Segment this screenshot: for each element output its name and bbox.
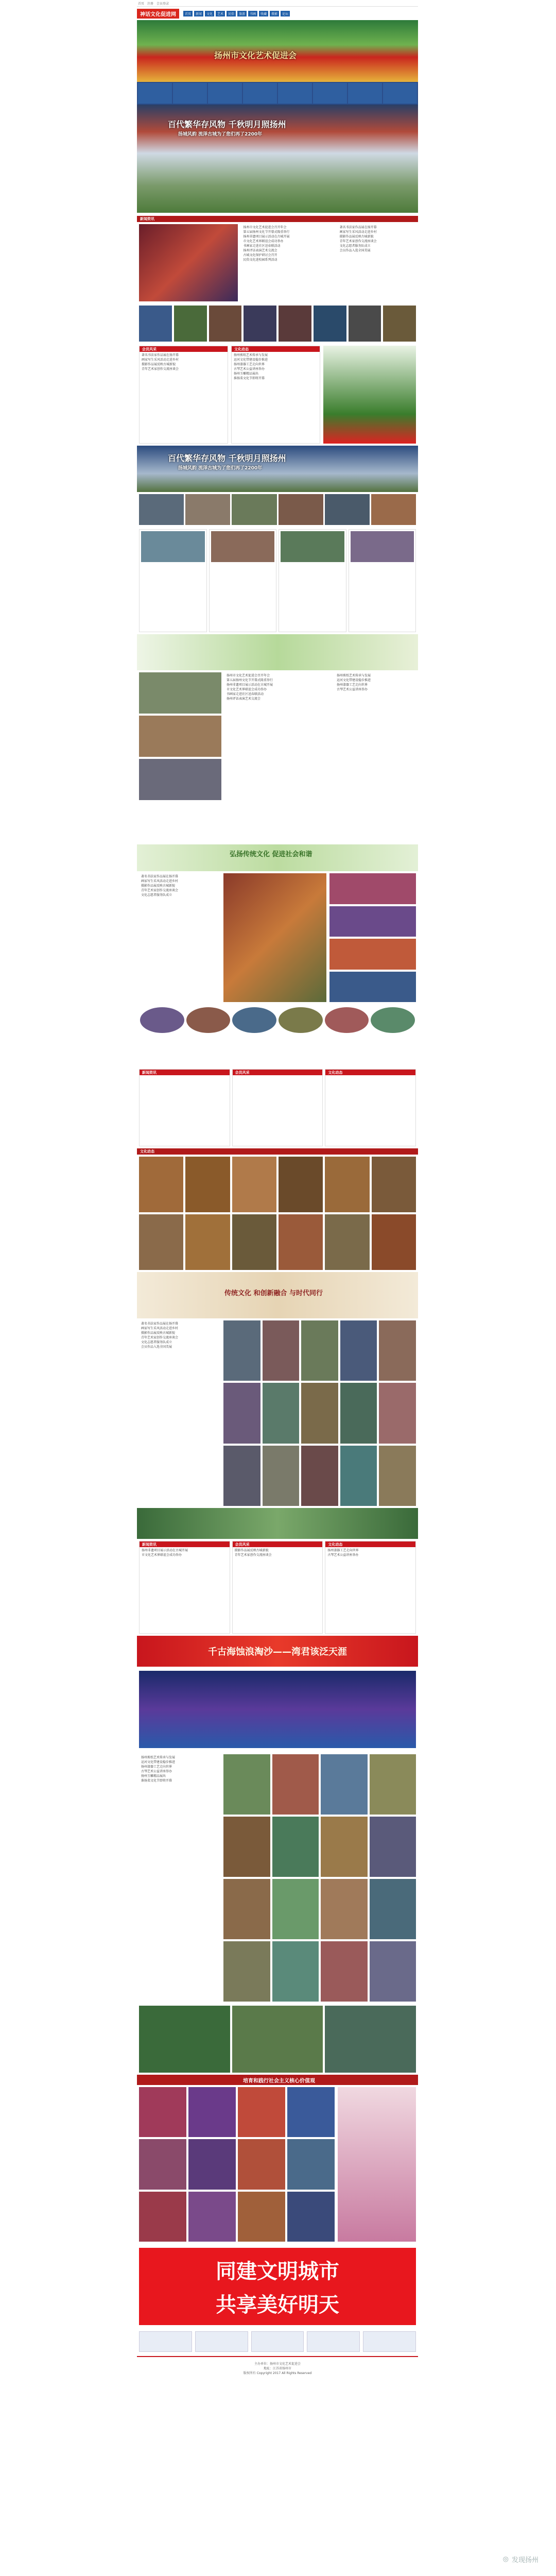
performance-grid: [139, 2087, 335, 2242]
gallery-image[interactable]: [139, 1157, 183, 1212]
performance-photo[interactable]: [287, 2087, 335, 2137]
list-block: [139, 346, 228, 444]
column-block: [232, 1541, 323, 1634]
news-bar-title: 新闻资讯: [140, 217, 154, 221]
person-photo[interactable]: [340, 1446, 377, 1506]
nav-item[interactable]: 旅游: [237, 11, 247, 16]
list-item[interactable]: 会员作品入选全国美展: [141, 1345, 172, 1349]
nav-item[interactable]: 民俗: [227, 11, 236, 16]
list-item[interactable]: 扬州漆器工艺走向世界: [141, 1765, 172, 1769]
list-item[interactable]: 市文化艺术界联谊会成功举办: [227, 688, 267, 691]
person-photo[interactable]: [340, 1383, 377, 1443]
column-block: [139, 1541, 230, 1634]
home-link[interactable]: 首页: [138, 2, 145, 6]
footer-line: 地址：江苏省扬州市: [263, 2367, 291, 2370]
list-item[interactable]: 书画家走进社区送春联活动: [243, 244, 281, 248]
gallery-image[interactable]: [372, 1214, 416, 1270]
info-column: [209, 529, 277, 632]
watermark: [503, 2554, 538, 2564]
association-logo-panel[interactable]: [323, 346, 416, 444]
partner-logo[interactable]: [195, 2331, 248, 2352]
list-item[interactable]: 古城文化保护研讨会召开: [243, 253, 277, 257]
list-item[interactable]: 扬州市文化艺术促进会召开年会: [243, 226, 287, 229]
list-item[interactable]: 扬州非遗项目展示活动在古城开展: [243, 235, 290, 239]
nav-item[interactable]: 艺术: [216, 11, 225, 16]
column-block: [139, 1069, 230, 1146]
scenic-banner-2: [137, 446, 418, 492]
list-item[interactable]: 著名书法家作品展在扬开幕: [141, 875, 179, 878]
food-gallery: [137, 1155, 418, 1272]
feature-news: [137, 670, 418, 844]
gallery-image[interactable]: [232, 1214, 276, 1270]
gallery-image[interactable]: [325, 1214, 369, 1270]
list-item[interactable]: 青年艺术家创作交流座谈会: [141, 889, 179, 892]
scenic-banner-subtitle: 扬城风韵 流泽古城为了您们再了2200年: [178, 132, 263, 137]
list-item[interactable]: 画家写生采风活动走进乡村: [339, 230, 377, 234]
news-list: [241, 224, 334, 301]
list-item[interactable]: 文化志愿者服务队成立: [141, 1341, 172, 1344]
person-photo[interactable]: [223, 1446, 260, 1506]
circle-thumb[interactable]: [140, 1007, 184, 1033]
feature-image[interactable]: [139, 759, 221, 800]
block-title: 会员风采: [140, 346, 228, 352]
travel-photo[interactable]: [223, 1817, 270, 1877]
list-item[interactable]: 扬州剪纸艺术传承与发展: [337, 674, 371, 677]
column-image[interactable]: [211, 531, 275, 562]
info-columns: [137, 527, 418, 634]
travel-photo[interactable]: [321, 1879, 368, 1939]
list-item[interactable]: 淮扬菜文化节即将开幕: [141, 1779, 172, 1783]
list-item[interactable]: 扬州剪纸艺术传承与发展: [141, 1756, 176, 1759]
travel-photo[interactable]: [370, 1879, 416, 1939]
travel-photo[interactable]: [272, 1879, 319, 1939]
travel-photo[interactable]: [321, 1754, 368, 1815]
scenic-banner: [137, 105, 418, 213]
gallery-image[interactable]: [279, 1214, 323, 1270]
portrait-image[interactable]: [314, 306, 346, 342]
garden-photo[interactable]: [232, 2006, 323, 2073]
person-photo[interactable]: [301, 1383, 338, 1443]
photo-thumb[interactable]: [232, 494, 276, 525]
partner-logo[interactable]: [139, 2331, 192, 2352]
list-item[interactable]: 扬州评话表演艺术交流会: [227, 697, 261, 701]
feature-list: [224, 672, 332, 842]
media-section: [137, 871, 418, 1004]
sea-banner-title: 千古海蚀浪淘沙——湾君该泛天涯: [208, 1647, 347, 1657]
footer-line: 版权所有 Copyright 2017 All Rights Reserved: [243, 2371, 312, 2375]
list-item[interactable]: 古琴艺术公益讲座举办: [337, 688, 368, 691]
column-block: [325, 1069, 416, 1146]
block-title: 新闻资讯: [140, 1070, 230, 1075]
media-featured-image[interactable]: [223, 873, 326, 1002]
city-night-image[interactable]: [139, 1671, 416, 1748]
garden-photo[interactable]: [325, 2006, 416, 2073]
travel-section: [137, 1752, 418, 2004]
site-logo[interactable]: 神话文化促进网: [137, 9, 179, 19]
circle-thumb[interactable]: [186, 1007, 231, 1033]
person-photo[interactable]: [301, 1320, 338, 1381]
category-cell[interactable]: [208, 83, 242, 104]
core-values-title: 培育和践行社会主义核心价值观: [243, 2078, 315, 2084]
portrait-row: [137, 303, 418, 344]
top-bar: [137, 0, 418, 7]
list-item[interactable]: 文化志愿者服务队成立: [339, 244, 371, 248]
people-section: [137, 1318, 418, 1508]
list-item[interactable]: 画家写生采风活动走进乡村: [142, 358, 179, 362]
travel-photo[interactable]: [223, 1754, 270, 1815]
lower-columns: [137, 1539, 418, 1636]
travel-photo[interactable]: [272, 1754, 319, 1815]
list-item[interactable]: 青年艺术家创作交流座谈会: [142, 367, 179, 371]
list-item[interactable]: 青年艺术家创作交流座谈会: [234, 1553, 272, 1557]
performance-photo[interactable]: [188, 2139, 236, 2189]
top-nav: [183, 11, 290, 16]
circle-thumb[interactable]: [371, 1007, 415, 1033]
portrait-image[interactable]: [209, 306, 242, 342]
news-block: [137, 222, 418, 303]
nav-item[interactable]: 首页: [183, 11, 193, 16]
civilization-line-2: 共享美好明天: [216, 2293, 339, 2317]
photo-thumb[interactable]: [139, 494, 184, 525]
green-slogan-banner: [137, 844, 418, 871]
travel-photo[interactable]: [370, 1941, 416, 2002]
media-thumbs: [329, 873, 416, 1002]
performance-photo[interactable]: [238, 2192, 285, 2242]
tradition-slogan: 传统文化 和创新融合 与时代同行: [224, 1290, 323, 1297]
portrait-image[interactable]: [383, 306, 416, 342]
list-item[interactable]: 第五届扬州文化节开幕式隆重举行: [227, 679, 273, 682]
nav-item[interactable]: 文化: [205, 11, 214, 16]
list-item[interactable]: 著名书法家作品展在扬开幕: [142, 353, 179, 357]
list-item[interactable]: 运河文化带建设稳步推进: [234, 358, 268, 362]
info-column: [279, 529, 346, 632]
list-item[interactable]: 扬州玉雕精品展出: [141, 1774, 166, 1778]
performance-photo[interactable]: [287, 2192, 335, 2242]
list-item[interactable]: 著名书法家作品展在扬开幕: [141, 1322, 179, 1326]
people-list: [139, 1320, 220, 1506]
list-item[interactable]: 书画家走进社区送春联活动: [227, 692, 264, 696]
scenic-banner-2-subtitle: 扬城风韵 流泽古城为了您们再了2200年: [178, 466, 263, 471]
list-item[interactable]: 扬州非遗项目展示活动在古城开展: [227, 683, 273, 687]
travel-list: [139, 1754, 220, 2002]
people-grid: [223, 1320, 416, 1506]
circle-thumb[interactable]: [232, 1007, 276, 1033]
list-item[interactable]: 摄影作品展反映古城新貌: [141, 884, 176, 888]
column-image[interactable]: [281, 531, 344, 562]
list-item[interactable]: 扬州市文化艺术促进会召开年会: [227, 674, 270, 677]
portrait-image[interactable]: [174, 306, 207, 342]
footer-line: 主办单位：扬州市文化艺术促进会: [254, 2362, 301, 2366]
performance-photo[interactable]: [139, 2192, 186, 2242]
scenic-banner-2-title: 百代繁华存风物 千秋明月照扬州: [168, 453, 286, 463]
partner-logo[interactable]: [307, 2331, 360, 2352]
portrait-image[interactable]: [139, 306, 172, 342]
performance-photo[interactable]: [238, 2087, 285, 2137]
info-column: [139, 529, 207, 632]
performance-photo[interactable]: [287, 2139, 335, 2189]
performance-section: [137, 2085, 418, 2244]
person-photo[interactable]: [223, 1383, 260, 1443]
list-item[interactable]: 摄影作品展反映古城新貌: [339, 235, 374, 239]
list-item[interactable]: 扬州漆器工艺走向世界: [327, 1549, 359, 1552]
logo-row: [137, 7, 418, 20]
garden-photo[interactable]: [139, 2006, 230, 2073]
core-values-bar: [137, 2075, 418, 2085]
category-cell[interactable]: [138, 83, 172, 104]
list-item[interactable]: 民俗文化进校园系列活动: [243, 258, 277, 262]
nav-item[interactable]: 书画: [248, 11, 257, 16]
circle-gallery: [137, 1004, 418, 1067]
list-item[interactable]: 摄影作品展反映古城新貌: [142, 363, 176, 366]
info-column: [349, 529, 416, 632]
category-cell[interactable]: [278, 83, 312, 104]
partner-logo[interactable]: [363, 2331, 416, 2352]
page: [137, 0, 418, 2566]
news-featured-image[interactable]: [139, 224, 238, 301]
gallery-image[interactable]: [185, 1157, 230, 1212]
list-item[interactable]: 运河文化带建设稳步推进: [141, 1760, 176, 1764]
person-photo[interactable]: [263, 1383, 300, 1443]
association-banner-title: 扬州市文化艺术促进会: [214, 50, 297, 60]
portrait-image[interactable]: [244, 306, 276, 342]
category-cell[interactable]: [243, 83, 277, 104]
wechat-icon: ◎: [502, 2555, 509, 2563]
person-photo[interactable]: [379, 1446, 416, 1506]
travel-photo[interactable]: [223, 1879, 270, 1939]
list-item[interactable]: 古琴艺术公益讲座举办: [141, 1770, 172, 1773]
person-photo[interactable]: [223, 1320, 260, 1381]
photo-thumb[interactable]: [185, 494, 230, 525]
scenic-banner-title: 百代繁华存风物 千秋明月照扬州: [168, 120, 286, 129]
list-item[interactable]: 著名书法家作品展在扬开幕: [339, 226, 377, 229]
side-list: [338, 224, 416, 301]
category-cell[interactable]: [313, 83, 347, 104]
list-item[interactable]: 古琴艺术公益讲座举办: [327, 1553, 359, 1557]
block-title: 会员风采: [233, 1541, 323, 1547]
media-thumb[interactable]: [329, 873, 416, 904]
list-block: [231, 346, 320, 444]
green-slogan: 弘扬传统文化 促进社会和谐: [230, 851, 312, 858]
garden-gallery: [137, 2004, 418, 2075]
feature-side-list: [335, 672, 416, 842]
list-blocks: [137, 344, 418, 446]
photo-strip: [137, 492, 418, 527]
person-photo[interactable]: [340, 1320, 377, 1381]
list-item[interactable]: 古琴艺术公益讲座举办: [234, 367, 265, 371]
performance-photo[interactable]: [188, 2087, 236, 2137]
landscape-banner: [137, 1508, 418, 1539]
gallery-image[interactable]: [279, 1157, 323, 1212]
civilization-banner: [139, 2248, 416, 2325]
list-item[interactable]: 扬州漆器工艺走向世界: [234, 363, 265, 366]
travel-photo[interactable]: [370, 1754, 416, 1815]
travel-grid: [223, 1754, 416, 2002]
nav-item[interactable]: 新闻: [194, 11, 203, 16]
gallery-image[interactable]: [139, 1214, 183, 1270]
feature-left: [139, 672, 221, 842]
watermark-text: 发现扬州: [511, 2556, 538, 2564]
column-block: [232, 1069, 323, 1146]
list-item[interactable]: 扬州漆器工艺走向世界: [337, 683, 368, 687]
triple-columns: [137, 1067, 418, 1148]
tradition-banner: [137, 1272, 418, 1318]
person-photo[interactable]: [379, 1320, 416, 1381]
category-cell[interactable]: [173, 83, 207, 104]
travel-photo[interactable]: [272, 1817, 319, 1877]
photo-thumb[interactable]: [371, 494, 416, 525]
block-title: 文化动态: [325, 1070, 415, 1075]
list-item[interactable]: 青年艺术家创作交流座谈会: [141, 1336, 179, 1340]
travel-photo[interactable]: [321, 1941, 368, 2002]
partner-logos: [137, 2329, 418, 2354]
category-cell[interactable]: [383, 83, 417, 104]
travel-photo[interactable]: [223, 1941, 270, 2002]
gallery-image[interactable]: [185, 1214, 230, 1270]
gallery-image[interactable]: [232, 1157, 276, 1212]
list-item[interactable]: 扬州玉雕精品展出: [234, 372, 259, 376]
performance-photo[interactable]: [139, 2087, 186, 2137]
block-title: 文化动态: [325, 1541, 415, 1547]
partner-logo[interactable]: [251, 2331, 304, 2352]
gallery-image[interactable]: [372, 1157, 416, 1212]
travel-photo[interactable]: [272, 1941, 319, 2002]
person-photo[interactable]: [379, 1383, 416, 1443]
media-thumb[interactable]: [329, 972, 416, 1003]
header-banner: [137, 20, 418, 82]
register-link[interactable]: 注册: [147, 2, 154, 6]
feature-image[interactable]: [139, 716, 221, 757]
list-item[interactable]: 摄影作品展反映古城新貌: [234, 1549, 269, 1552]
gallery-bar-title: 文化动态: [140, 1149, 154, 1154]
list-item[interactable]: 第五届扬州文化节开幕式隆重举行: [243, 230, 290, 234]
list-item[interactable]: 摄影作品展反映古城新貌: [141, 1331, 176, 1335]
list-item[interactable]: 画家写生采风活动走进乡村: [141, 1327, 179, 1330]
news-bar: [137, 216, 418, 222]
feature-image[interactable]: [139, 672, 221, 714]
footer: [137, 2356, 418, 2379]
media-thumb[interactable]: [329, 939, 416, 970]
gallery-image[interactable]: [325, 1157, 369, 1212]
list-item[interactable]: 运河文化带建设稳步推进: [337, 679, 371, 682]
photo-thumb[interactable]: [325, 494, 370, 525]
portrait-image[interactable]: [349, 306, 381, 342]
person-photo[interactable]: [301, 1446, 338, 1506]
block-title: 文化动态: [232, 346, 320, 352]
list-item[interactable]: 会员作品入选全国美展: [339, 249, 371, 252]
list-item[interactable]: 青年艺术家创作交流座谈会: [339, 240, 377, 243]
circle-thumb[interactable]: [279, 1007, 323, 1033]
nav-item[interactable]: 收藏: [259, 11, 268, 16]
nav-item[interactable]: 摄影: [270, 11, 279, 16]
nav-item[interactable]: 论坛: [281, 11, 290, 16]
list-item[interactable]: 扬州评话表演艺术交流会: [243, 249, 277, 252]
gallery-bar: [137, 1148, 418, 1155]
column-image[interactable]: [351, 531, 414, 562]
media-list: [139, 873, 220, 1002]
performance-photo[interactable]: [238, 2139, 285, 2189]
category-grid: [137, 82, 418, 105]
list-item[interactable]: 淮扬菜文化节即将开幕: [234, 377, 265, 380]
performance-featured[interactable]: [338, 2087, 416, 2242]
list-item[interactable]: 市文化艺术界联谊会成功举办: [142, 1553, 182, 1557]
list-item[interactable]: 文化志愿者服务队成立: [141, 893, 172, 897]
list-item[interactable]: 画家写生采风活动走进乡村: [141, 879, 179, 883]
block-title: 会员风采: [233, 1070, 323, 1075]
block-title: 新闻资讯: [140, 1541, 230, 1547]
circle-thumb[interactable]: [325, 1007, 369, 1033]
column-block: [325, 1541, 416, 1634]
performance-photo[interactable]: [139, 2139, 186, 2189]
column-image[interactable]: [141, 531, 205, 562]
login-link[interactable]: 会员登录: [157, 2, 169, 6]
calligraphy-banner: [137, 634, 418, 670]
list-item[interactable]: 市文化艺术界联谊会成功举办: [243, 240, 284, 243]
person-photo[interactable]: [263, 1446, 300, 1506]
civilization-line-1: 同建文明城市: [216, 2260, 339, 2283]
performance-photo[interactable]: [188, 2192, 236, 2242]
media-thumb[interactable]: [329, 906, 416, 937]
portrait-image[interactable]: [279, 306, 311, 342]
photo-thumb[interactable]: [279, 494, 323, 525]
list-item[interactable]: 扬州剪纸艺术传承与发展: [234, 353, 268, 357]
travel-photo[interactable]: [321, 1817, 368, 1877]
category-cell[interactable]: [348, 83, 382, 104]
person-photo[interactable]: [263, 1320, 300, 1381]
travel-photo[interactable]: [370, 1817, 416, 1877]
sea-banner: [137, 1636, 418, 1667]
list-item[interactable]: 扬州非遗项目展示活动在古城开展: [142, 1549, 188, 1552]
